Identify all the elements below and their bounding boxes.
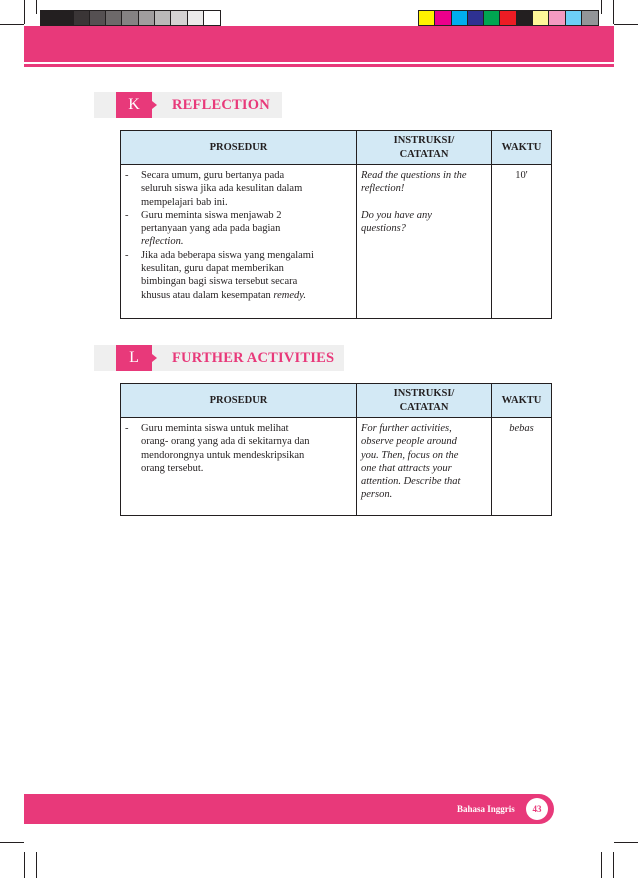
color-swatch — [139, 11, 155, 25]
procedure-step: - Secara umum, guru bertanya pada seluruh siswa jika ada kesulitan dalam mempelajari bab ini. — [125, 170, 303, 208]
section-letter: L — [116, 345, 152, 371]
color-swatch — [122, 11, 138, 25]
crop-mark — [0, 24, 24, 25]
instruction-header-line: CATATAN — [399, 401, 449, 413]
color-swatch — [106, 11, 122, 25]
reflection-table — [120, 130, 552, 319]
grayscale-color-bar — [40, 10, 221, 26]
instruction-cell: Read the questions in the reflection! Do you have any questions? — [357, 165, 492, 319]
time-header: WAKTU — [492, 384, 552, 418]
crop-mark — [613, 852, 614, 878]
crop-mark — [24, 852, 25, 878]
crop-mark — [613, 0, 614, 24]
color-swatch — [500, 11, 516, 25]
procedure-step: - Guru meminta siswa menjawab 2 pertanyaan yang ada pada bagian reflection. — [125, 209, 282, 248]
color-swatch — [517, 11, 533, 25]
procedure-step: - Guru meminta siswa untuk melihat orang- orang yang ada di sekitarnya dan mendorongnya untuk mendeskripsikan orang tersebut. — [125, 423, 310, 474]
color-swatch — [582, 11, 598, 25]
page-number: 43 — [532, 804, 542, 814]
crop-mark — [36, 852, 37, 878]
cmyk-color-bar — [418, 10, 599, 26]
instruction-header-line: INSTRUKSI/ — [393, 387, 455, 399]
header-band — [24, 26, 614, 62]
further-activities-table — [120, 383, 552, 516]
instruction-header-line: INSTRUKSI/ — [393, 134, 455, 146]
color-swatch — [484, 11, 500, 25]
instruction-header — [357, 131, 492, 165]
color-swatch — [204, 11, 220, 25]
color-swatch — [171, 11, 187, 25]
table-header-row — [121, 131, 552, 165]
time-header: WAKTU — [492, 131, 552, 165]
instruction-header — [357, 384, 492, 418]
crop-mark — [601, 852, 602, 878]
procedure-header: PROSEDUR — [121, 384, 357, 418]
section-title: FURTHER ACTIVITIES — [172, 350, 335, 366]
arrow-icon — [152, 354, 157, 362]
color-swatch — [533, 11, 549, 25]
book-title: Bahasa Inggris — [457, 804, 515, 814]
table-header-row — [121, 384, 552, 418]
crop-mark — [24, 0, 25, 24]
arrow-icon — [152, 101, 157, 109]
color-swatch — [566, 11, 582, 25]
crop-mark — [601, 0, 602, 14]
procedure-cell — [121, 418, 357, 516]
color-swatch — [188, 11, 204, 25]
section-letter: K — [116, 92, 152, 118]
section-title: REFLECTION — [172, 97, 270, 113]
section-header-further-activities — [94, 345, 344, 371]
color-swatch — [419, 11, 435, 25]
color-swatch — [57, 11, 73, 25]
crop-mark — [0, 842, 24, 843]
table-row — [121, 165, 552, 319]
color-swatch — [90, 11, 106, 25]
procedure-step: - Jika ada beberapa siswa yang mengalami kesulitan, guru dapat memberikan bimbingan bagi siswa tersebut secara khusus atau dalam kesempatan remedy. — [125, 249, 314, 301]
procedure-header: PROSEDUR — [121, 131, 357, 165]
crop-mark — [614, 842, 638, 843]
color-swatch — [155, 11, 171, 25]
time-cell: bebas — [492, 418, 552, 516]
color-swatch — [74, 11, 90, 25]
procedure-cell — [121, 165, 357, 319]
instruction-cell: For further activities, observe people around you. Then, focus on the one that attracts your attention. Describe that person. — [357, 418, 492, 516]
time-cell: 10' — [492, 165, 552, 319]
header-rule — [24, 64, 614, 67]
table-row — [121, 418, 552, 516]
color-swatch — [468, 11, 484, 25]
color-swatch — [452, 11, 468, 25]
instruction-header-line: CATATAN — [399, 148, 449, 160]
color-swatch — [435, 11, 451, 25]
crop-mark — [614, 24, 638, 25]
color-swatch — [41, 11, 57, 25]
crop-mark — [36, 0, 37, 14]
section-header-reflection — [94, 92, 282, 118]
color-swatch — [549, 11, 565, 25]
